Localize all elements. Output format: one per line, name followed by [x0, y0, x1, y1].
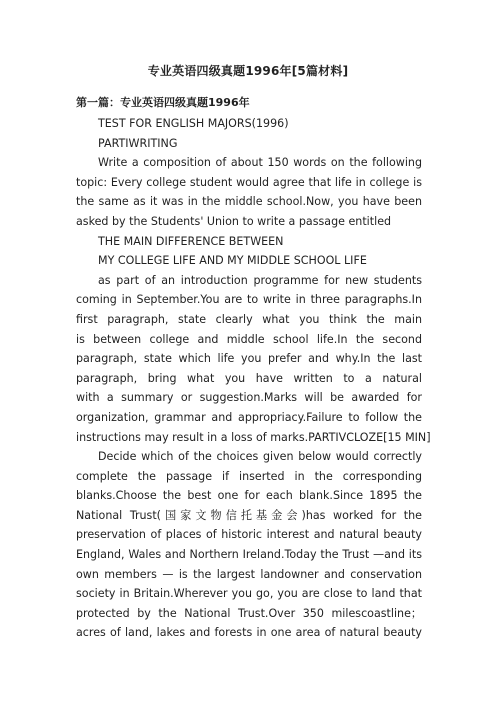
body-line: protected by the National Trust.Over 350 milescoastline；: [76, 606, 422, 620]
body-line: TEST FOR ENGLISH MAJORS(1996): [98, 117, 289, 130]
body-line: is between college and middle school life.In the second: [76, 332, 422, 346]
body-line: as part of an introduction programme for new students: [98, 273, 422, 287]
body-line: asked by the Students' Union to write a passage entitled: [76, 214, 392, 228]
body-line: Decide which of the choices given below would correctly: [98, 450, 422, 464]
body-line: first paragraph, state clearly what you think the main: [76, 312, 422, 326]
section-heading: 第一篇：专业英语四级真题1996年: [76, 96, 250, 109]
body-line: complete the passage if inserted in the corresponding: [76, 469, 422, 483]
body-line: the same as it was in the middle school.Now, you have been: [76, 195, 422, 209]
body-line: coming in September.You are to write in three paragraphs.In: [76, 293, 422, 307]
body-line: THE MAIN DIFFERENCE BETWEEN: [98, 234, 284, 248]
body-line: paragraph, state which life you prefer and why.In the last: [76, 352, 422, 366]
body-line: acres of land, lakes and forests in one area of natural beauty: [76, 626, 422, 640]
document-title: 专业英语四级真题1996年[5篇材料]: [147, 64, 349, 78]
body-line: paragraph, bring what you have written to a natural: [76, 371, 422, 385]
body-line: Write a composition of about 150 words on the following: [98, 156, 422, 170]
body-line: society in Britain.Wherever you go, you are close to land that: [76, 587, 422, 601]
body-line: PARTIWRITING: [98, 136, 178, 150]
body-line: topic: Every college student would agree that life in college is: [76, 175, 422, 189]
body-line: own members — is the largest landowner and conservation: [76, 567, 422, 581]
body-line: organization, grammar and appropriacy.Failure to follow the: [76, 410, 422, 424]
body-line: England, Wales and Northern Ireland.Today the Trust —and its: [76, 548, 422, 562]
body-line: MY COLLEGE LIFE AND MY MIDDLE SCHOOL LIFE: [98, 254, 367, 268]
body-line: National Trust(国家文物信托基金会)has worked for the: [76, 508, 422, 522]
body-line: with a summary or suggestion.Marks will be awarded for: [76, 391, 422, 405]
body-line: instructions may result in a loss of marks.PARTIVCLOZE[15 MIN]: [76, 430, 431, 444]
body-line: blanks.Choose the best one for each blank.Since 1895 the: [76, 489, 422, 503]
document-body: [76, 114, 431, 643]
body-line: preservation of places of historic interest and natural beauty: [76, 528, 422, 542]
